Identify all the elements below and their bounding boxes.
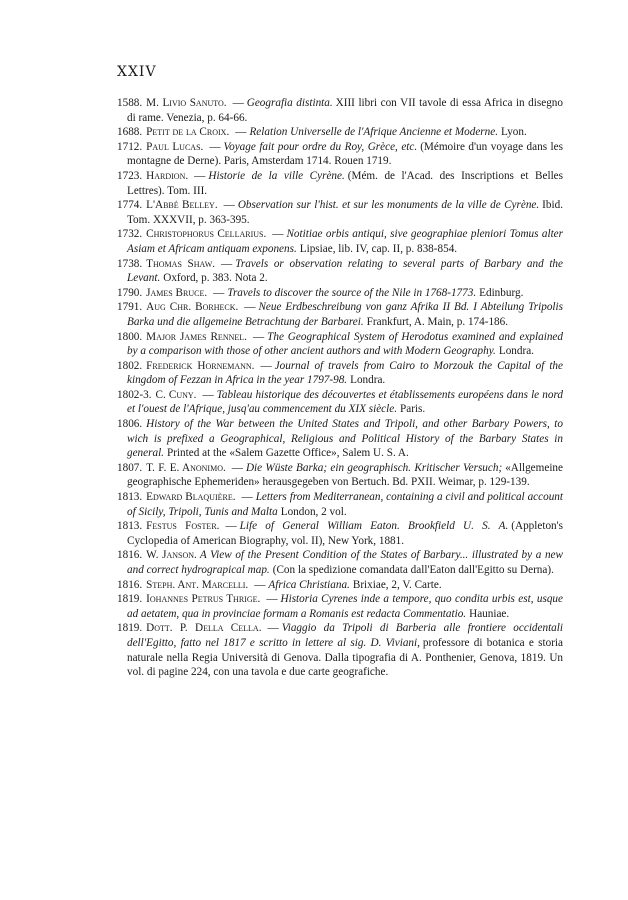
entry-author: Dott. P. Della Cella.: [146, 622, 262, 635]
entry-year: 1813.: [117, 491, 143, 504]
entry-details: Londra.: [498, 345, 534, 358]
bibliography-entry: 1802. Frederick Hornemann. — Journal of travels from Cairo to Morzouk the Capital of the kingdom of Fezzan in Africa in the year 1797-98. Londra.: [117, 359, 563, 387]
bibliography-entry: 1813. Festus Foster. — Life of General William Eaton. Brookfield U. S. A. (Appleton's Cyclopedia of American Biography, vol. II), New York, 1881.: [117, 520, 563, 547]
page-number: XXIV: [117, 64, 157, 80]
entry-year: 1819.: [117, 593, 143, 606]
entry-title: Historie de la ville Cyrène.: [208, 169, 345, 182]
entry-year: 1688.: [117, 126, 143, 139]
entry-details: (Mém. de l'Acad. des Inscriptions et Belles Lettres). Tom. III.: [127, 169, 563, 197]
bibliography-entry: 1732. Christophorus Cellarius. — Notitiae orbis antiqui, sive geographiae pleniori Tomus alter Asiam et Africam antiquam exponens. Lipsiae, lib. IV, cap. II, p. 838-854.: [117, 228, 564, 255]
entry-author: Festus Foster.: [146, 520, 220, 533]
entry-title: Geografia distinta.: [246, 97, 333, 109]
entry-details: Lyon.: [501, 126, 527, 139]
entry-year: 1738.: [117, 257, 143, 270]
entry-author: Christophorus Cellarius.: [146, 228, 267, 241]
entry-title: Relation Universelle de l'Afrique Ancienne et Moderne.: [249, 126, 498, 139]
bibliography-list: [117, 96, 563, 680]
entry-author: Hardion.: [146, 169, 189, 182]
entry-year: 1813.: [117, 520, 143, 533]
entry-title: Viaggio da Tripoli di Barberia alle frontiere occidentali dell'Egitto, fatto nel 1817 e scritto in lettere al sig. D. Viviani,: [127, 622, 563, 649]
entry-details: Lipsiae, lib. IV, cap. II, p. 838-854.: [299, 242, 458, 255]
entry-title: Letters from Mediterranean, containing a civil and political account of Sicily, Tripoli, Tunis and Malta: [127, 491, 563, 518]
entry-title: History of the War between the United States and Tripoli, and other Barbary Powers, to wich is prefixed a Geographical, Religious and Political History of the Barbary States in general.: [127, 418, 563, 460]
entry-title: Tableau historique des découvertes et établissements européens dans le nord et l'ouest de l'Afrique, jusq'au commencement du XIX siècle.: [127, 388, 563, 416]
entry-title: Travels or observation relating to several parts of Barbary and the Levant.: [127, 257, 563, 285]
bibliography-entry: 1790. James Bruce. — Travels to discover the source of the Nile in 1768-1773. Edinburg.: [117, 286, 524, 299]
entry-author: Steph. Ant. Marcelli.: [146, 578, 249, 591]
entry-details: Oxford, p. 383. Nota 2.: [163, 272, 268, 285]
entry-details: Paris.: [400, 403, 426, 416]
entry-details: Frankfurt, A. Main, p. 174-186.: [366, 315, 509, 328]
entry-year: 1819.: [117, 622, 143, 635]
entry-year: 1806.: [117, 418, 143, 431]
entry-author: C. Cuny.: [155, 388, 197, 401]
entry-year: 1816.: [117, 578, 143, 591]
entry-year: 1712.: [117, 140, 143, 153]
entry-year: 1807.: [117, 461, 143, 474]
entry-details: Printed at the «Salem Gazette Office», Salem U. S. A.: [166, 447, 409, 460]
entry-author: Frederick Hornemann.: [146, 359, 255, 372]
bibliography-entry: 1819. Dott. P. Della Cella. — Viaggio da Tripoli di Barberia alle frontiere occidentali dell'Egitto, fatto nel 1817 e scritto in lettere al sig. D. Viviani, professore di botanica e storia naturale nella Regia Università di Genova. Dalla tipografia di A. Ponthenier, Genova, 1819. Un vol. di pagine 224, con una tavola e due carte geografiche.: [117, 622, 563, 679]
bibliography-entry: 1774. L'Abbé Belley. — Observation sur l'hist. et sur les monuments de la ville de Cyrène. Ibid. Tom. XXXVII, p. 363-395.: [117, 199, 563, 226]
bibliography-entry: [117, 417, 563, 461]
entry-details: (Mémoire d'un voyage dans les montagne de Derne). Paris, Amsterdam 1714. Rouen 1719.: [127, 140, 563, 168]
entry-title: Neue Erdbeschreibung von ganz Afrika II Bd. I Abteilung Tripolis Barka und die allgemeine Betrachtung der Barbarei.: [127, 301, 563, 328]
entry-title: Voyage fait pour ordre du Roy, Grèce, etc.: [223, 140, 418, 153]
entry-year: 1774.: [117, 199, 143, 212]
entry-title: Historia Cyrenes inde a tempore, quo condita urbis est, usque ad aetatem, qua in provinciae formam a Romanis est redacta Commentatio.: [127, 593, 563, 620]
entry-author: T. F. E. Anonimo.: [146, 461, 226, 474]
bibliography-entry: 1807. T. F. E. Anonimo. — Die Wüste Barka; ein geographisch. Kritischer Versuch; «Allgemeine geographische Ephemeriden» herausgegeben von Bertuch. Bd. PXII. Weimar, p. 129-139.: [117, 461, 563, 489]
bibliography-entry: 1723. Hardion. — Historie de la ville Cyrène. (Mém. de l'Acad. des Inscriptions et Belles Lettres). Tom. III.: [117, 169, 563, 197]
entry-author: James Bruce.: [146, 286, 208, 299]
entry-author: Thomas Shaw.: [146, 257, 216, 270]
entry-title: Die Wüste Barka; ein geographisch. Kritischer Versuch;: [245, 461, 503, 474]
entry-author: Iohannes Petrus Thrige.: [146, 593, 261, 606]
bibliography-entry: 1738. Thomas Shaw. — Travels or observation relating to several parts of Barbary and the Levant. Oxford, p. 383. Nota 2.: [117, 257, 563, 285]
bibliography-entry: 1802-3. C. Cuny. — Tableau historique des découvertes et établissements européens dans le nord et l'ouest de l'Afrique, jusq'au commencement du XIX siècle. Paris.: [117, 388, 563, 416]
bibliography-entry: 1588. M. Livio Sanuto. — Geografia distinta. XIII libri con VII tavole di essa Africa in disegno di rame. Venezia, p. 64-66.: [117, 97, 563, 124]
entry-title: Travels to discover the source of the Nile in 1768-1773.: [227, 286, 477, 299]
entry-year: 1790.: [117, 286, 143, 299]
bibliography-entry: 1800. Major James Rennel. — The Geographical System of Herodotus examined and explained by a comparison with those of other ancient authors and with Modern Geography. Londra.: [117, 330, 563, 358]
entry-title: A View of the Present Condition of the States of Barbary... illustrated by a new and correct hydrograpical map.: [127, 549, 563, 576]
entry-year: 1816.: [117, 549, 143, 562]
entry-title: Observation sur l'hist. et sur les monuments de la ville de Cyrène.: [237, 199, 540, 212]
entry-year: 1588.: [117, 97, 143, 109]
entry-year: 1800.: [117, 330, 143, 343]
entry-year: 1723.: [117, 169, 143, 182]
entry-title: The Geographical System of Herodotus examined and explained by a comparison with those of other ancient authors and with Modern Geography.: [127, 330, 563, 358]
entry-author: Edward Blaquière.: [146, 491, 236, 504]
entry-year: 1791.: [117, 301, 143, 314]
entry-details: (Con la spedizione comandata dall'Eaton dall'Egitto su Derna).: [272, 564, 554, 576]
entry-author: Major James Rennel.: [146, 330, 247, 343]
entry-year: 1802.: [117, 359, 143, 372]
entry-author: Paul Lucas.: [146, 140, 204, 153]
entry-details: Ibid. Tom. XXXVII, p. 363-395.: [127, 199, 563, 226]
entry-author: W. Janson.: [146, 549, 197, 562]
entry-details: Brixiae, 2, V. Carte.: [352, 578, 442, 591]
entry-details: Edinburg.: [479, 286, 524, 299]
entry-details: Londra.: [350, 374, 386, 387]
entry-details: (Appleton's Cyclopedia of American Biography, vol. II), New York, 1881.: [127, 520, 563, 547]
entry-author: M. Livio Sanuto.: [146, 97, 227, 109]
entry-details: «Allgemeine geographische Ephemeriden» herausgegeben von Bertuch. Bd. PXII. Weimar, p. 129-139.: [127, 461, 563, 489]
bibliography-entry: 1816. Steph. Ant. Marcelli. — Africa Christiana. Brixiae, 2, V. Carte.: [117, 578, 442, 591]
entry-title: Life of General William Eaton. Brookfield U. S. A.: [239, 520, 509, 533]
entry-author: L'Abbé Belley.: [146, 199, 218, 212]
entry-title: Journal of travels from Cairo to Morzouk the Capital of the kingdom of Fezzan in Africa in the year 1797-98.: [127, 359, 563, 387]
entry-details: XIII libri con VII tavole di essa Africa in disegno di rame. Venezia, p. 64-66.: [127, 97, 563, 124]
bibliography-entry: 1819. Iohannes Petrus Thrige. — Historia Cyrenes inde a tempore, quo condita urbis est, usque ad aetatem, qua in provinciae formam a Romanis est redacta Commentatio. Hauniae.: [117, 593, 563, 620]
entry-title: Notitiae orbis antiqui, sive geographiae pleniori Tomus alter Asiam et Africam antiquam exponens.: [127, 228, 564, 255]
entry-year: 1802-3.: [117, 388, 152, 401]
entry-author: Petit de la Croix.: [146, 126, 230, 139]
entry-title: Africa Christiana.: [268, 578, 350, 591]
bibliography-entry: 1791. Aug Chr. Borheck. — Neue Erdbeschreibung von ganz Afrika II Bd. I Abteilung Tripolis Barka und die allgemeine Betrachtung der Barbarei. Frankfurt, A. Main, p. 174-186.: [117, 301, 563, 328]
entry-details: London, 2 vol.: [280, 505, 347, 518]
bibliography-entry: 1813. Edward Blaquière. — Letters from Mediterranean, containing a civil and political account of Sicily, Tripoli, Tunis and Malta London, 2 vol.: [117, 491, 563, 518]
bibliography-entry: [117, 548, 563, 577]
entry-details: Hauniae.: [469, 607, 510, 620]
bibliography-entry: 1688. Petit de la Croix. — Relation Universelle de l'Afrique Ancienne et Moderne. Lyon.: [117, 126, 527, 139]
entry-author: Aug Chr. Borheck.: [146, 301, 239, 314]
bibliography-entry: 1712. Paul Lucas. — Voyage fait pour ordre du Roy, Grèce, etc. (Mémoire d'un voyage dans les montagne de Derne). Paris, Amsterdam 1714. Rouen 1719.: [117, 140, 563, 168]
entry-year: 1732.: [117, 228, 143, 241]
entry-details: professore di botanica e storia naturale nella Regia Università di Genova. Dalla tipografia di A. Ponthenier, Genova, 1819. Un vol. di pagine 224, con una tavola e due carte geografiche.: [127, 636, 563, 679]
